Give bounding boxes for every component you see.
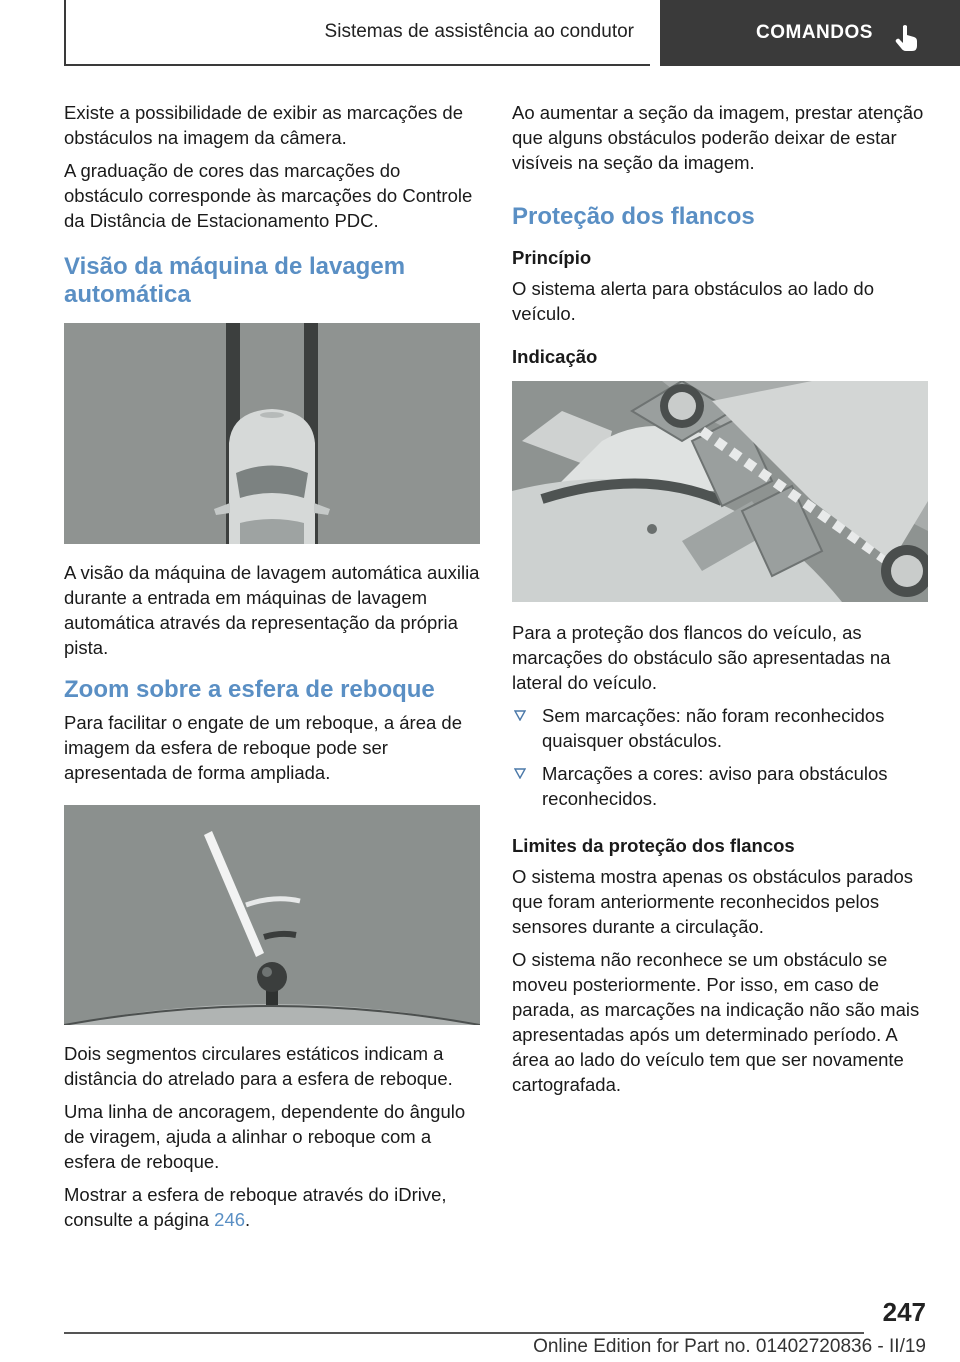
- figure-flank-protection: [512, 381, 928, 602]
- edition-note: Online Edition for Part no. 01402720836 - II/19: [533, 1336, 926, 1357]
- paragraph-anchoring-line: Uma linha de ancoragem, dependente do ângulo de viragem, ajuda a alinhar o reboque com a esfera de reboque.: [64, 1101, 466, 1172]
- paragraph-obstacle-markings: Existe a possibilidade de exibir as marcações de obstáculos na imagem da câmera.: [64, 102, 463, 148]
- footer-rule: [64, 1332, 864, 1334]
- show-tow-ball-period: .: [245, 1209, 251, 1230]
- page-number: 247: [882, 1297, 926, 1327]
- page-reference-link[interactable]: 246: [214, 1209, 246, 1230]
- list-item-text: Sem marcações: não foram reconhecidos quaisquer obstáculos.: [542, 705, 885, 751]
- list-item-text: Marcações a cores: aviso para obstáculos reconhecidos.: [542, 763, 888, 809]
- paragraph-principle: O sistema alerta para obstáculos ao lado do veículo.: [512, 278, 874, 324]
- paragraph-show-tow-ball: [64, 1182, 480, 1232]
- left-column: [64, 100, 480, 1240]
- figure-tow-ball-zoom: [64, 805, 480, 1025]
- heading-tow-ball-zoom: Zoom sobre a esfera de reboque: [64, 676, 435, 703]
- heading-car-wash-view: Visão da máquina de lavagem automática: [64, 253, 406, 308]
- heading-flank-protection: Proteção dos flancos: [512, 203, 755, 230]
- paragraph-limits-2: O sistema não reconhece se um obstáculo se moveu posteriormente. Por isso, em caso de parada, as marcações na indicação não são mais apresentadas após um determinado período. A área ao lado do veículo tem que ser novamente cartografada.: [512, 949, 920, 1095]
- section-title: Sistemas de assistência ao condutor: [324, 21, 634, 42]
- paragraph-color-gradation: A graduação de cores das marcações do obstáculo corresponde às marcações do Controle da Distância de Estacionamento PDC.: [64, 160, 473, 231]
- markings-list: [512, 703, 928, 811]
- pointing-hand-icon: [894, 24, 920, 52]
- paragraph-tow-ball-zoom: Para facilitar o engate de um reboque, a área de imagem da esfera de reboque pode ser apresentada de forma ampliada.: [64, 712, 463, 783]
- paragraph-car-wash-view: A visão da máquina de lavagem automática auxilia durante a entrada em máquinas de lavagem automática através da representação da própria pista.: [64, 562, 480, 658]
- heading-flank-limits: Limites da proteção dos flancos: [512, 835, 795, 856]
- triangle-bullet-icon: [514, 709, 526, 721]
- paragraph-circle-segments: Dois segmentos circulares estáticos indicam a distância do atrelado para a esfera de reboque.: [64, 1043, 453, 1089]
- paragraph-zoom-note: Ao aumentar a seção da imagem, prestar atenção que alguns obstáculos poderão deixar de estar visíveis na seção da imagem.: [512, 102, 924, 173]
- paragraph-limits-1: O sistema mostra apenas os obstáculos parados que foram anteriormente reconhecidos pelos sensores durante a circulação.: [512, 866, 914, 937]
- chapter-tab-label: COMANDOS: [756, 22, 873, 43]
- heading-display: Indicação: [512, 346, 598, 367]
- paragraph-display: Para a proteção dos flancos do veículo, as marcações do obstáculo são apresentadas na lateral do veículo.: [512, 622, 891, 693]
- figure-car-wash-view: [64, 323, 480, 544]
- show-tow-ball-text: Mostrar a esfera de reboque através do iDrive, consulte a página: [64, 1184, 447, 1230]
- header-rule-bottom: [64, 64, 650, 66]
- heading-principle: Princípio: [512, 247, 592, 268]
- right-column: [512, 100, 928, 1105]
- triangle-bullet-icon: [514, 767, 526, 779]
- list-item: [512, 761, 928, 811]
- list-item: [512, 703, 928, 753]
